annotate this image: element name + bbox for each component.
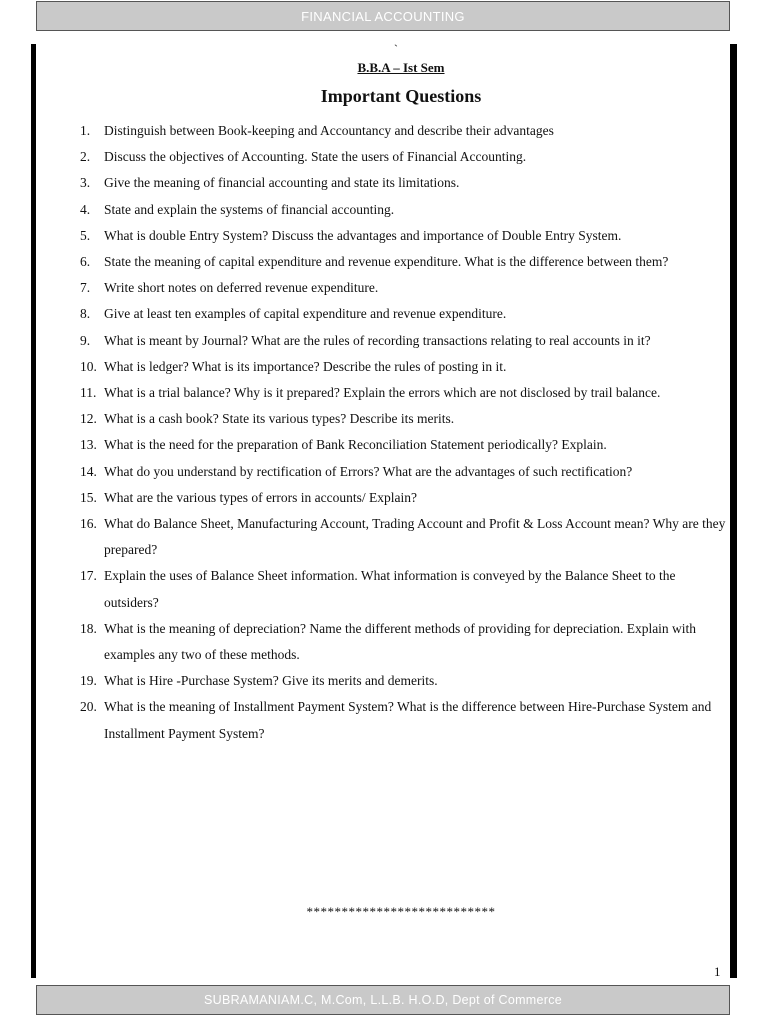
question-text: What is ledger? What is its importance? Describe the rules of posting in it. <box>104 358 507 374</box>
question-number: 9. <box>80 332 91 348</box>
page-title: Important Questions <box>320 86 482 106</box>
list-item <box>80 223 726 249</box>
list-item <box>80 328 726 354</box>
list-item <box>80 694 726 746</box>
list-item <box>80 197 726 223</box>
list-item <box>80 459 726 485</box>
list-item <box>80 354 726 380</box>
course-subtitle: B.B.A – Ist Sem <box>357 60 445 75</box>
question-text: What is meant by Journal? What are the rules of recording transactions relating to real accounts in it? <box>104 332 651 348</box>
footer-banner-text: SUBRAMANIAM.C, M.Com, L.L.B. H.O.D, Dept of Commerce <box>203 993 563 1007</box>
list-item <box>80 118 726 144</box>
right-border-rule <box>730 44 737 978</box>
question-text: Distinguish between Book-keeping and Accountancy and describe their advantages <box>104 123 554 138</box>
question-text: What is a cash book? State its various types? Describe its merits. <box>104 411 455 427</box>
list-item <box>80 616 726 668</box>
question-text: What is double Entry System? Discuss the advantages and importance of Double Entry System. <box>104 227 622 243</box>
document-page <box>44 38 728 978</box>
list-item <box>80 144 726 170</box>
question-text: What is Hire -Purchase System? Give its merits and demerits. <box>104 673 438 689</box>
list-item <box>80 380 726 406</box>
question-number: 15. <box>80 489 97 505</box>
questions-list <box>80 118 726 747</box>
question-text: Explain the uses of Balance Sheet information. What information is conveyed by the Balance Sheet to the outsiders? <box>104 568 676 610</box>
question-number: 1. <box>80 123 91 138</box>
list-item <box>80 301 726 327</box>
question-number: 20. <box>80 699 97 715</box>
list-item <box>80 668 726 694</box>
question-text: State the meaning of capital expenditure and revenue expenditure. What is the difference between them? <box>104 254 669 270</box>
list-item <box>80 275 726 301</box>
question-number: 5. <box>80 227 91 243</box>
question-text: What is the need for the preparation of Bank Reconciliation Statement periodically? Explain. <box>104 437 607 453</box>
question-number: 11. <box>80 385 97 401</box>
stars-divider: *************************** <box>306 904 496 919</box>
question-number: 6. <box>80 254 91 270</box>
list-item <box>80 511 726 563</box>
list-item <box>80 432 726 458</box>
question-text: Give the meaning of financial accounting and state its limitations. <box>104 175 460 191</box>
question-number: 18. <box>80 620 97 636</box>
question-number: 17. <box>80 568 97 584</box>
question-text: What is the meaning of Installment Payment System? What is the difference between Hire-Purchase System and Installment Payment System? <box>104 699 712 741</box>
list-item <box>80 485 726 511</box>
question-text: What are the various types of errors in accounts/ Explain? <box>104 489 418 505</box>
stray-mark: ` <box>394 42 398 56</box>
question-number: 10. <box>80 358 97 374</box>
list-item <box>80 406 726 432</box>
question-number: 19. <box>80 673 97 689</box>
list-item <box>80 170 726 196</box>
question-number: 13. <box>80 437 97 453</box>
question-number: 16. <box>80 516 97 532</box>
question-text: Write short notes on deferred revenue expenditure. <box>104 280 379 296</box>
page-number: 1 <box>714 964 721 979</box>
question-number: 8. <box>80 306 91 322</box>
question-text: What do Balance Sheet, Manufacturing Account, Trading Account and Profit & Loss Account mean? Why are they prepared? <box>104 516 726 558</box>
question-number: 14. <box>80 463 97 479</box>
question-text: What is the meaning of depreciation? Name the different methods of providing for depreciation. Explain with examples any two of these methods. <box>104 620 697 663</box>
question-text: What is a trial balance? Why is it prepared? Explain the errors which are not disclosed by trail balance. <box>104 385 661 401</box>
question-number: 12. <box>80 411 97 427</box>
question-number: 2. <box>80 149 91 165</box>
list-item <box>80 563 726 615</box>
question-number: 3. <box>80 175 91 191</box>
list-item <box>80 249 726 275</box>
footer-banner <box>36 985 730 1015</box>
question-number: 7. <box>80 280 91 296</box>
question-text: What do you understand by rectification of Errors? What are the advantages of such rectification? <box>104 463 633 479</box>
question-text: Give at least ten examples of capital expenditure and revenue expenditure. <box>104 306 507 322</box>
header-banner <box>36 1 730 31</box>
header-banner-text: FINANCIAL ACCOUNTING <box>301 8 465 24</box>
question-text: Discuss the objectives of Accounting. State the users of Financial Accounting. <box>104 149 527 165</box>
question-text: State and explain the systems of financial accounting. <box>104 201 395 217</box>
left-border-rule <box>31 44 36 978</box>
question-number: 4. <box>80 201 91 217</box>
